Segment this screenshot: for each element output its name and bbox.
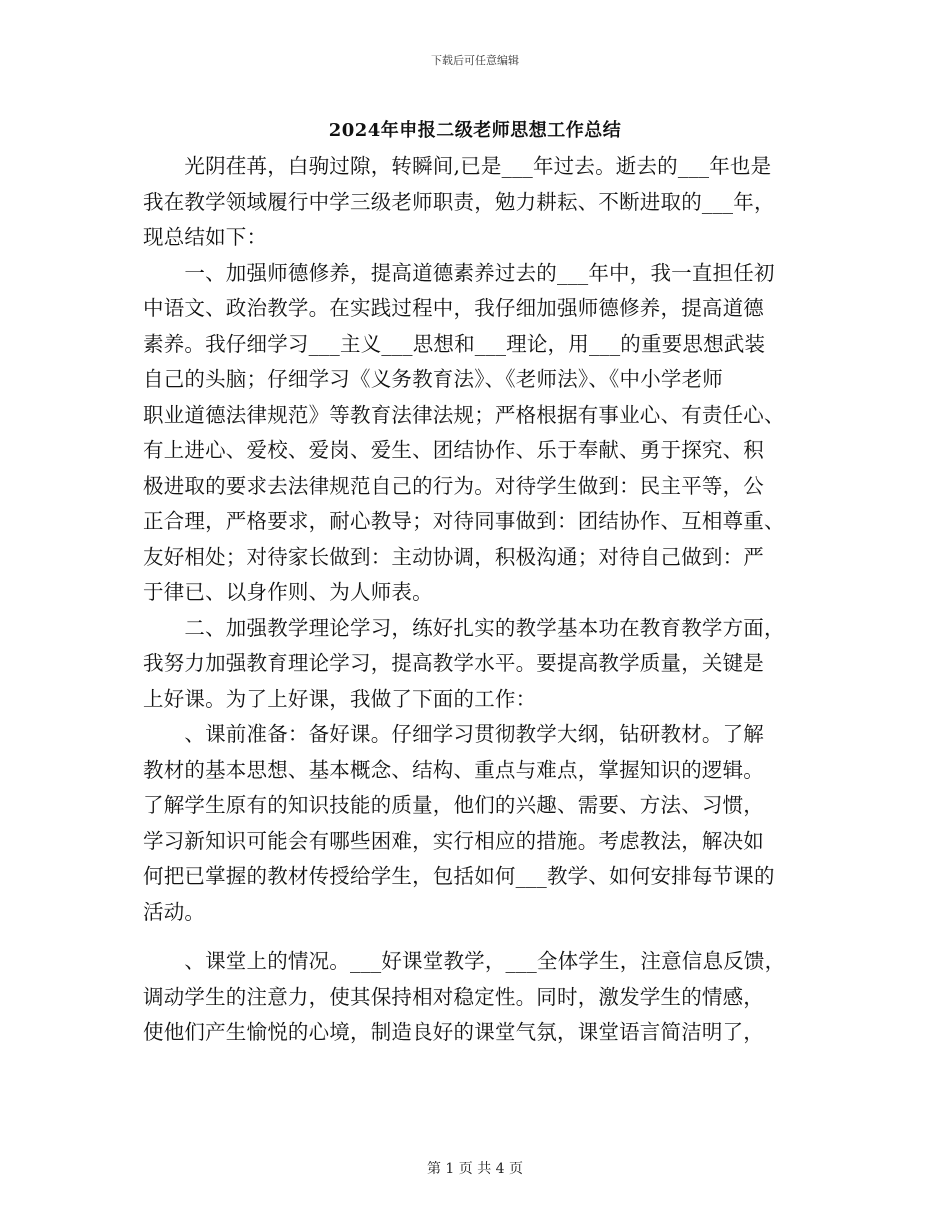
body-line: 于律已、以身作则、为人师表。 <box>143 580 433 604</box>
body-line: 中语文、政治教学。在实践过程中，我仔细加强师德修养，提高道德 <box>143 296 764 320</box>
body-line: 了解学生原有的知识技能的质量，他们的兴趣、需要、方法、习惯， <box>143 793 764 817</box>
page-header-note: 下载后可任意编辑 <box>431 54 519 67</box>
body-line: 学习新知识可能会有哪些困难，实行相应的措施。考虑教法，解决如 <box>143 828 764 853</box>
body-line: 素养。我仔细学习___主义___思想和___理论，用___的重要思想武装 <box>143 331 766 356</box>
body-line: 、课前准备：备好课。仔细学习贯彻教学大纲，钻研教材。了解 <box>143 722 764 746</box>
body-line: 我努力加强教育理论学习，提高教学水平。要提高教学质量，关键是 <box>143 651 764 675</box>
document-body <box>143 149 811 1051</box>
body-line: 教材的基本思想、基本概念、结构、重点与难点，掌握知识的逻辑。 <box>143 757 764 782</box>
body-line: 一、加强师德修养，提高道德素养过去的___年中，我一直担任初 <box>143 260 775 285</box>
body-line: 极进取的要求去法律规范自己的行为。对待学生做到：民主平等，公 <box>143 473 764 498</box>
body-line: 光阴荏苒，白驹过隙，转瞬间,已是___年过去。逝去的___年也是 <box>143 154 772 178</box>
body-line: 职业道德法律规范》等教育法律法规；严格根据有事业心、有责任心、 <box>143 402 785 427</box>
body-line: 何把已掌握的教材传授给学生，包括如何___教学、如何安排每节课的 <box>143 864 775 888</box>
body-line: 正合理，严格要求，耐心教导；对待同事做到：团结协作、互相尊重、 <box>143 509 785 533</box>
document-title: 2024年申报二级老师思想工作总结 <box>328 120 622 141</box>
body-line: 友好相处；对待家长做到：主动协调，积极沟通；对待自己做到：严 <box>143 544 764 569</box>
page-number: 第 1 页 共 4 页 <box>426 1161 524 1177</box>
body-line: 我在教学领域履行中学三级老师职责，勉力耕耘、不断进取的___年， <box>143 189 775 214</box>
body-line: 现总结如下： <box>143 225 268 249</box>
body-line: 二、加强教学理论学习，练好扎实的教学基本功在教育教学方面， <box>143 615 785 640</box>
body-line: 使他们产生愉悦的心境，制造良好的课堂气氛，课堂语言简洁明了， <box>143 1020 764 1044</box>
body-line: 、课堂上的情况。___好课堂教学，___全体学生，注意信息反馈， <box>143 949 786 973</box>
body-line: 有上进心、爱校、爱岗、爱生、团结协作、乐于奉献、勇于探究、积 <box>143 438 764 462</box>
body-line: 自己的头脑；仔细学习《义务教育法》、《老师法》、《中小学老师 <box>143 367 723 391</box>
body-line: 调动学生的注意力，使其保持相对稳定性。同时，激发学生的情感， <box>143 984 764 1009</box>
body-line: 活动。 <box>143 899 206 924</box>
paragraph-gap <box>143 930 811 944</box>
body-line: 上好课。为了上好课，我做了下面的工作： <box>143 686 537 711</box>
